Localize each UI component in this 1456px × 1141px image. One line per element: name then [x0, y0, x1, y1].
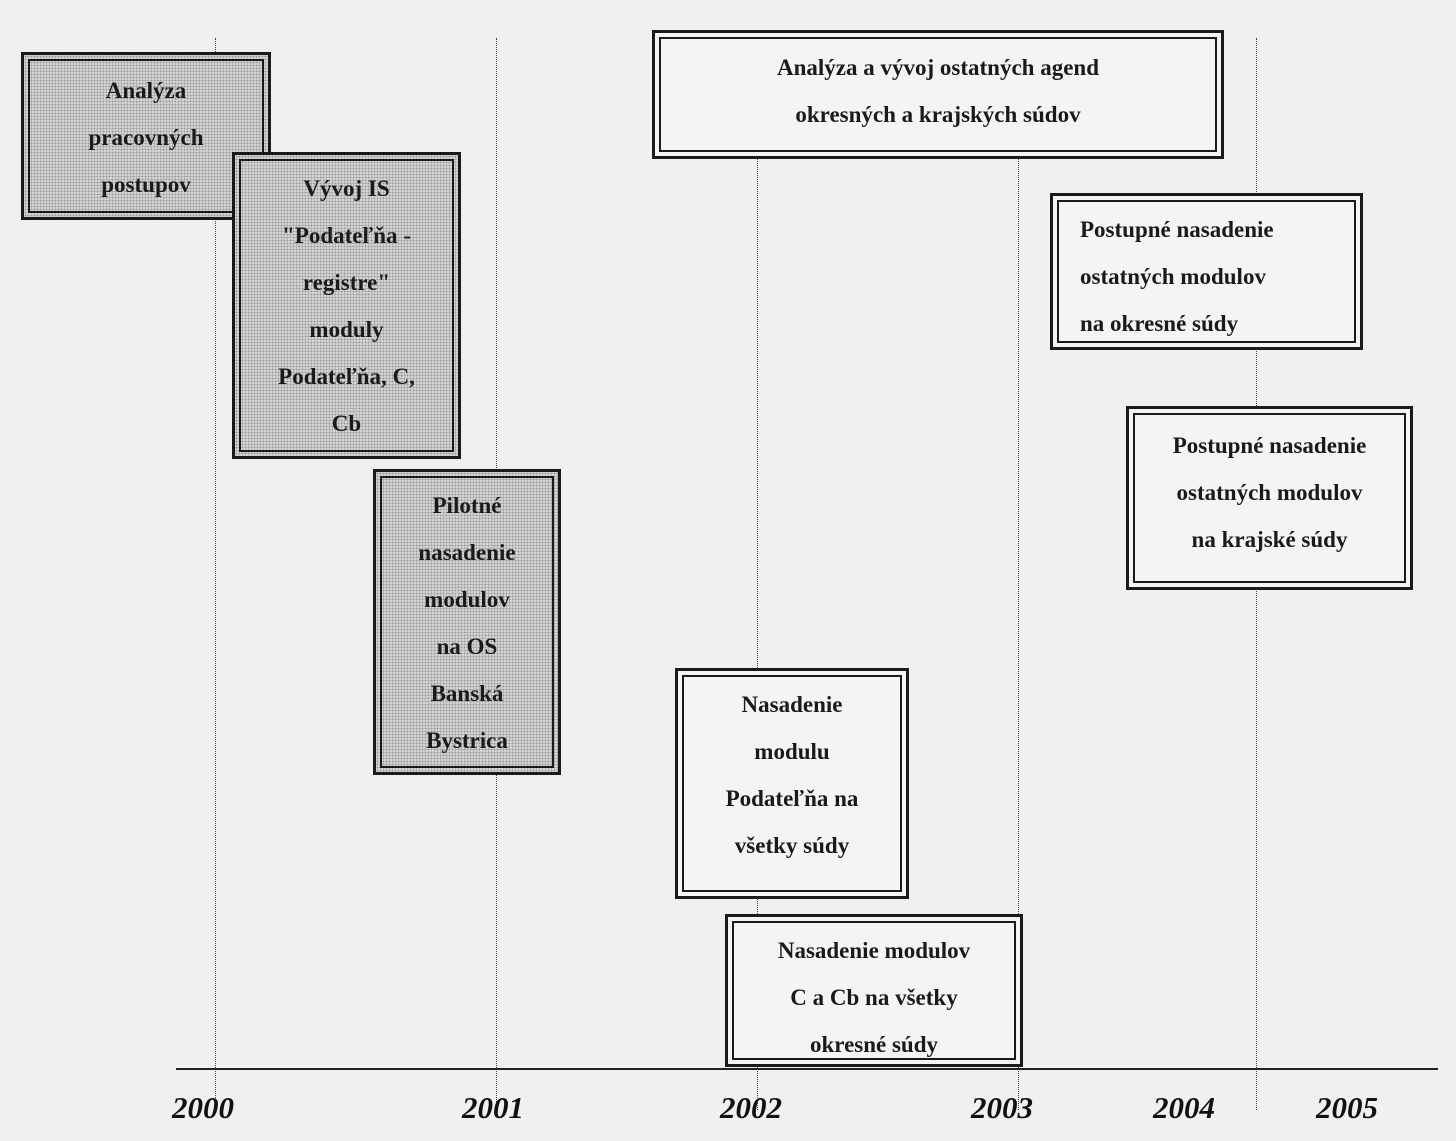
task-label: Postupné nasadenie ostatných modulov na okresné súdy — [1080, 217, 1274, 336]
task-label: Nasadenie modulov C a Cb na všetky okresné súdy — [777, 938, 971, 1057]
task-nasadenie-podatelna — [675, 668, 909, 899]
year-label-2000: 2000 — [172, 1090, 234, 1125]
task-nasadenie-okresne — [1050, 193, 1363, 350]
task-label: Analýza a vývoj ostatných agend okresných a krajských súdov — [776, 55, 1099, 127]
task-label: Analýza pracovných postupov — [88, 78, 204, 197]
time-axis — [176, 1068, 1438, 1070]
task-nasadenie-krajske — [1126, 406, 1413, 590]
year-label-2004: 2004 — [1153, 1090, 1215, 1125]
task-label: Nasadenie modulu Podateľňa na všetky súdy — [725, 692, 859, 858]
task-analyza-agend — [652, 30, 1224, 159]
task-label: Vývoj IS "Podateľňa - registre" moduly Podateľňa, C, Cb — [278, 176, 415, 436]
year-label-2003: 2003 — [971, 1090, 1033, 1125]
task-nasadenie-c-cb — [725, 914, 1023, 1067]
year-label-2005: 2005 — [1316, 1090, 1378, 1125]
task-label: Postupné nasadenie ostatných modulov na krajské súdy — [1172, 433, 1367, 552]
year-label-2001: 2001 — [462, 1090, 524, 1125]
year-label-2002: 2002 — [720, 1090, 782, 1125]
task-vyvoj-is — [232, 152, 461, 459]
task-pilotne-nasadenie — [373, 469, 561, 775]
task-label: Pilotné nasadenie modulov na OS Banská Bystrica — [418, 493, 516, 753]
